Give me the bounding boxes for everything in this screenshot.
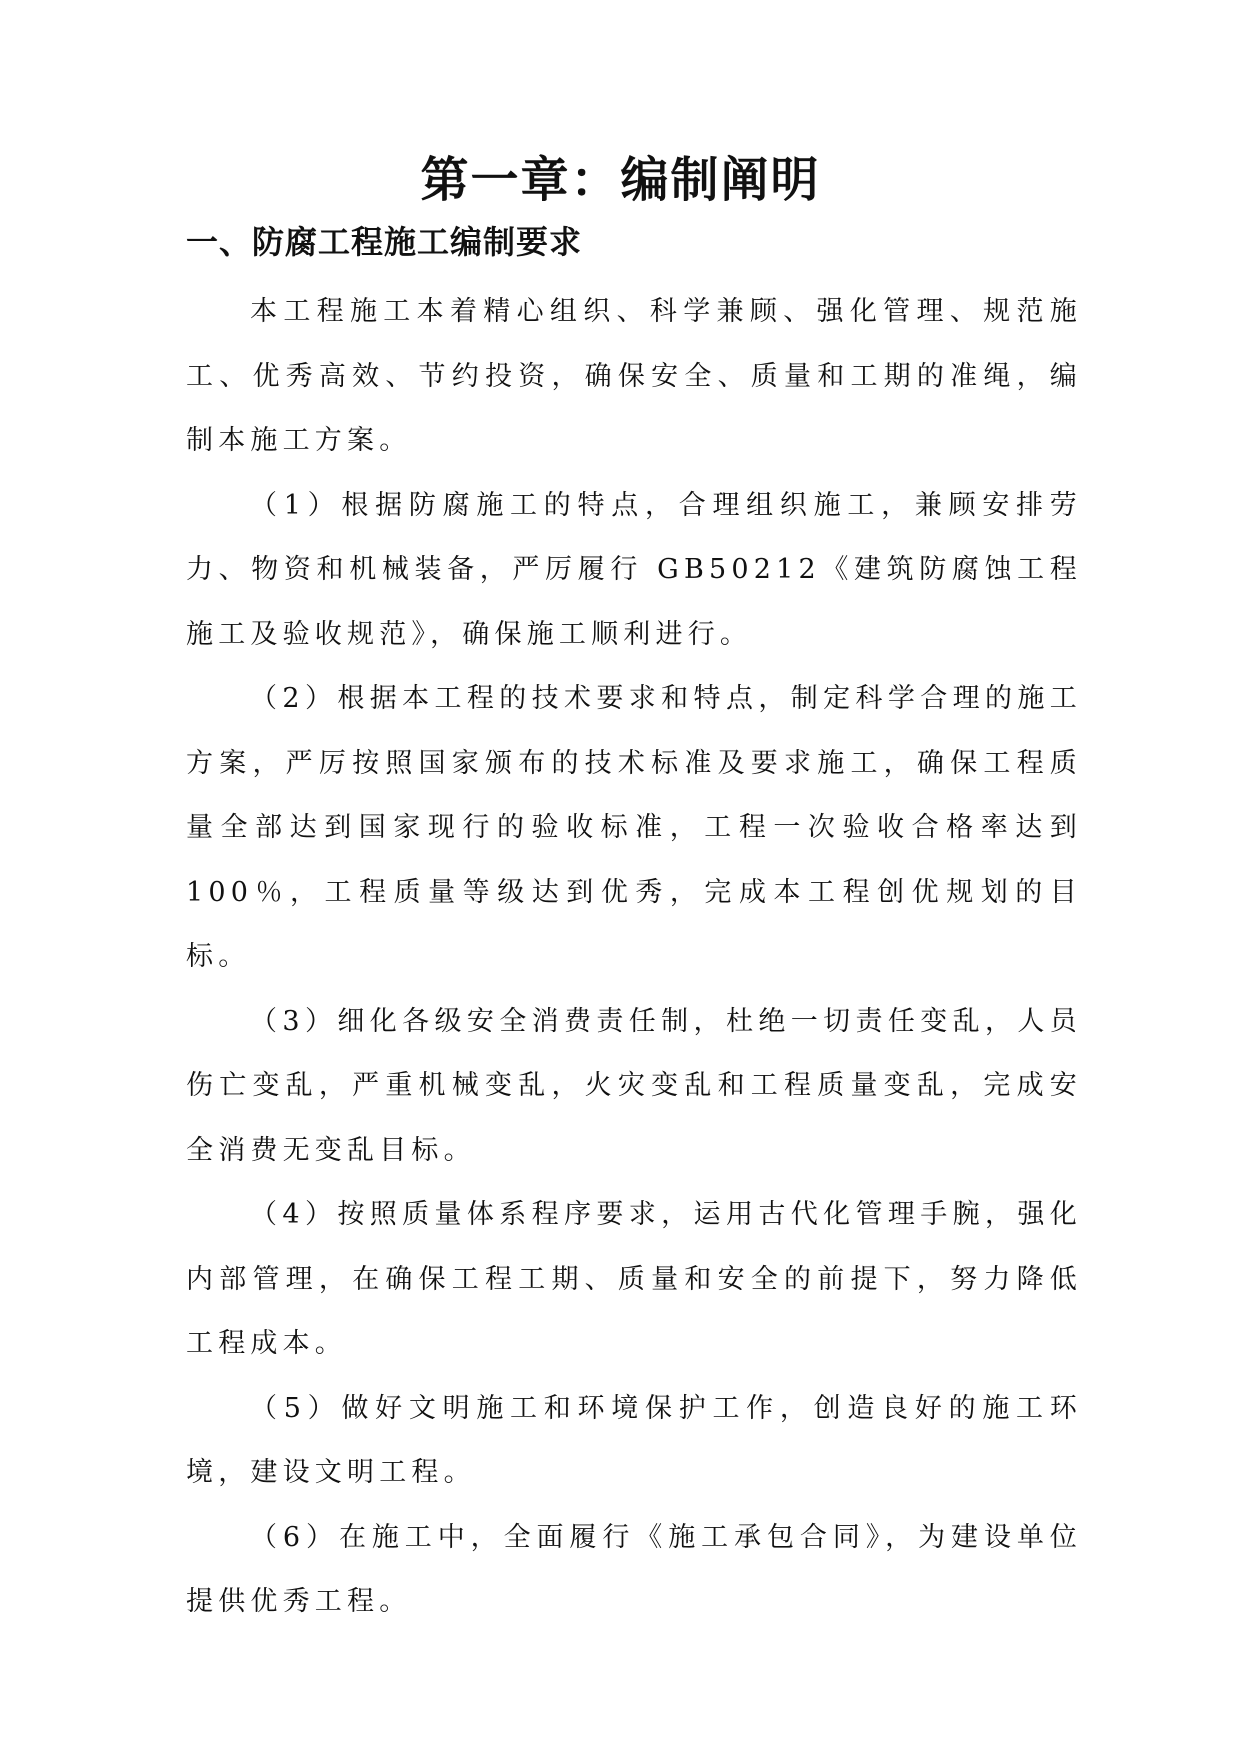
- body-text: [186, 280, 1082, 1635]
- section-title: 一、防腐工程施工编制要求: [186, 223, 583, 261]
- paragraph-item-6: （6）在施工中，全面履行《施工承包合同》，为建设单位提供优秀工程。: [186, 1521, 1082, 1617]
- chapter-title: 第一章：编制阐明: [420, 152, 821, 208]
- paragraph-item-3: （3）细化各级安全消费责任制，杜绝一切责任变乱，人员伤亡变乱，严重机械变乱，火灾变乱和工程质量变乱，完成安全消费无变乱目标。: [186, 1005, 1082, 1166]
- paragraph-intro: 本工程施工本着精心组织、科学兼顾、强化管理、规范施工、优秀高效、节约投资，确保安全、质量和工期的准绳，编制本施工方案。: [186, 296, 1082, 456]
- paragraph-item-5: （5）做好文明施工和环境保护工作，创造良好的施工环境，建设文明工程。: [186, 1392, 1082, 1488]
- paragraph-item-4: （4）按照质量体系程序要求，运用古代化管理手腕，强化内部管理，在确保工程工期、质量和安全的前提下，努力降低工程成本。: [186, 1199, 1082, 1359]
- paragraph-item-2: （2）根据本工程的技术要求和特点，制定科学合理的施工方案，严厉按照国家颁布的技术标准及要求施工，确保工程质量全部达到国家现行的验收标准，工程一次验收合格率达到 100％，工程质量等级达到优秀，完成本工程创优规划的目标。: [186, 683, 1082, 972]
- paragraph-item-1: （1）根据防腐施工的特点，合理组织施工，兼顾安排劳力、物资和机械装备，严厉履行 GB50212《建筑防腐蚀工程施工及验收规范》，确保施工顺利进行。: [186, 489, 1082, 650]
